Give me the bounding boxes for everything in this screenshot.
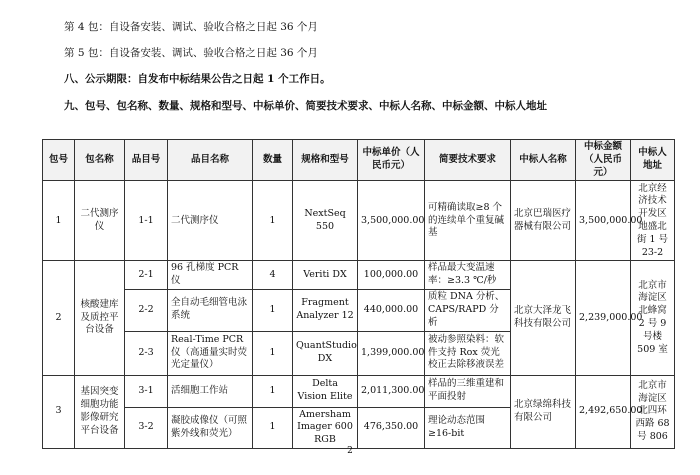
header-model: 规格和型号 (293, 140, 358, 181)
item-code: 3-1 (125, 375, 168, 407)
item-code: 2-3 (125, 331, 168, 375)
header-unit-price: 中标单价（人民币元） (358, 140, 425, 181)
item-unit-price: 3,500,000.00 (358, 181, 425, 261)
header-spec: 简要技术要求 (425, 140, 511, 181)
item-name: 凝胶成像仪（可照紫外线和荧光） (168, 407, 253, 448)
package-no: 2 (43, 261, 75, 375)
item-unit-price: 2,011,300.00 (358, 375, 425, 407)
winner-name: 北京巴瑞医疗器械有限公司 (511, 181, 576, 261)
table-row (43, 375, 675, 407)
table-row (43, 181, 675, 261)
header-package-no: 包号 (43, 140, 75, 181)
item-name: 二代测序仪 (168, 181, 253, 261)
item-model: Amersham Imager 600 RGB (293, 407, 358, 448)
award-amount: 2,239,000.00 (576, 261, 631, 375)
package-name: 基因突变细胞功能影像研究平台设备 (75, 375, 125, 448)
package-no: 3 (43, 375, 75, 448)
item-unit-price: 100,000.00 (358, 261, 425, 290)
item-quantity: 1 (253, 375, 293, 407)
item-spec: 被动参照染料：软件支持 Rox 荧光校正去除移液误差 (425, 331, 511, 375)
header-amount: 中标金额（人民币元） (576, 140, 631, 181)
item-name: 96 孔梯度 PCR 仪 (168, 261, 253, 290)
item-model: Veriti DX (293, 261, 358, 290)
winner-address: 北京经济技术开发区地盛北街 1 号 23-2 (631, 181, 675, 261)
winner-name: 北京绿绵科技有限公司 (511, 375, 576, 448)
item-quantity: 1 (253, 181, 293, 261)
table-row (43, 261, 675, 290)
header-item-code: 品目号 (125, 140, 168, 181)
item-quantity: 1 (253, 331, 293, 375)
award-table (42, 139, 675, 449)
header-package-name: 包名称 (75, 140, 125, 181)
winner-address: 北京市海淀区北蜂窝 2 号 9 号楼 509 室 (631, 261, 675, 375)
item-spec: 质粒 DNA 分析、CAPS/RAPD 分析 (425, 290, 511, 331)
item-model: NextSeq 550 (293, 181, 358, 261)
page-number: 2 (347, 446, 353, 456)
item-spec: 可精确读取≥8 个的连续单个重复碱基 (425, 181, 511, 261)
item-model: Fragment Analyzer 12 (293, 290, 358, 331)
item-name: 活细胞工作站 (168, 375, 253, 407)
paragraph-package-4: 第 4 包：自设备安装、调试、验收合格之日起 36 个月 (64, 21, 318, 33)
header-item-name: 品目名称 (168, 140, 253, 181)
winner-address: 北京市海淀区北四环西路 68 号 806 (631, 375, 675, 448)
item-spec: 样品的三维重建和平面投射 (425, 375, 511, 407)
header-address: 中标人地址 (631, 140, 675, 181)
award-amount: 3,500,000.00 (576, 181, 631, 261)
table-header-row (43, 140, 675, 181)
winner-name: 北京大泽龙飞科技有限公司 (511, 261, 576, 375)
item-code: 2-1 (125, 261, 168, 290)
item-name: 全自动毛细管电泳系统 (168, 290, 253, 331)
package-name: 二代测序仪 (75, 181, 125, 261)
item-unit-price: 440,000.00 (358, 290, 425, 331)
item-model: Delta Vision Elite (293, 375, 358, 407)
header-winner: 中标人名称 (511, 140, 576, 181)
item-code: 3-2 (125, 407, 168, 448)
item-quantity: 1 (253, 290, 293, 331)
award-amount: 2,492,650.00 (576, 375, 631, 448)
header-quantity: 数量 (253, 140, 293, 181)
package-no: 1 (43, 181, 75, 261)
item-spec: 样品最大变温速率：≥3.3 ℃/秒 (425, 261, 511, 290)
item-spec: 理论动态范围 ≥16-bit (425, 407, 511, 448)
item-quantity: 1 (253, 407, 293, 448)
package-name: 核酸建库及质控平台设备 (75, 261, 125, 375)
paragraph-table-heading: 九、包号、包名称、数量、规格和型号、中标单价、简要技术要求、中标人名称、中标金额、中标人地址 (64, 100, 547, 112)
item-unit-price: 476,350.00 (358, 407, 425, 448)
paragraph-package-5: 第 5 包：自设备安装、调试、验收合格之日起 36 个月 (64, 47, 318, 59)
item-model: QuantStudio DX (293, 331, 358, 375)
item-code: 1-1 (125, 181, 168, 261)
item-quantity: 4 (253, 261, 293, 290)
paragraph-publicity-period: 八、公示期限：自发布中标结果公告之日起 1 个工作日。 (64, 73, 331, 85)
item-name: Real-Time PCR 仪（高通量实时荧光定量仪） (168, 331, 253, 375)
item-code: 2-2 (125, 290, 168, 331)
item-unit-price: 1,399,000.00 (358, 331, 425, 375)
